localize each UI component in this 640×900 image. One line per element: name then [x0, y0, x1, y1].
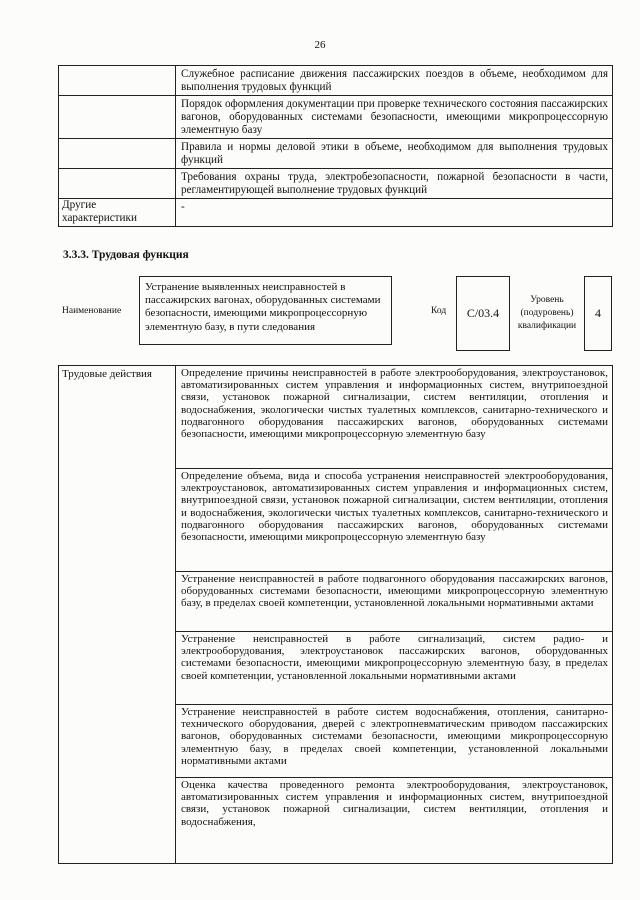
- knowledge-item: Правила и нормы деловой этики в объеме, необходимом для выполнения трудовых функций: [176, 139, 613, 169]
- labor-actions-label: Трудовые действия: [59, 366, 176, 864]
- section-title: 3.3.3. Трудовая функция: [63, 249, 189, 261]
- table-row: [59, 66, 613, 96]
- labor-action: Определение объема, вида и способа устранения неисправностей электрооборудования, электроустановок, автоматизированных систем управления и информационных систем, внутрипоездной связи, установок пожарной сигнализации, систем вентиляции, отопления и водоснабжения, экологически чистых туалетных комплексов, санитарно-технического и подвагонного оборудования пассажирских вагонов, оборудованных системами безопасности, имеющими микропроцессорную элементную базу: [176, 469, 613, 572]
- knowledge-table: [58, 65, 613, 227]
- labor-actions-table: [58, 365, 613, 864]
- code-label: Код: [431, 306, 447, 316]
- table-row: [59, 96, 613, 139]
- name-label: Наименование: [62, 306, 122, 316]
- qualification-level-value: 4: [584, 276, 612, 351]
- knowledge-item: Требования охраны труда, электробезопасности, пожарной безопасности в части, регламентирующей выполнение трудовых функций: [176, 169, 613, 199]
- page-number: 26: [314, 39, 326, 51]
- labor-action: Определение причины неисправностей в работе электрооборудования, электроустановок, автоматизированных систем управления и информационных систем, внутрипоездной связи, установок пожарной сигнализации, систем вентиляции, отопления и водоснабжения, экологически чистых туалетных комплексов, санитарно-технического и подвагонного оборудования пассажирских вагонов, оборудованных системами безопасности, имеющими микропроцессорную элементную базу: [176, 366, 613, 469]
- table-row: [59, 139, 613, 169]
- function-name: Устранение выявленных неисправностей в пассажирских вагонах, оборудованных системами безопасности, имеющими микропроцессорную элементную базу, в пути следования: [139, 276, 392, 345]
- qualification-level-label: Уровень (подуровень) квалификации: [517, 295, 577, 331]
- row-label: [59, 139, 176, 169]
- labor-action: Устранение неисправностей в работе сигнализаций, систем радио- и электрооборудования, электроустановок пассажирских вагонов, оборудованных системами безопасности, имеющими микропроцессорную элементную базу, в пределах своей компетенции, установленной локальными нормативными актами: [176, 632, 613, 705]
- knowledge-item: Порядок оформления документации при проверке технического состояния пассажирских вагонов, оборудованных системами безопасности, имеющими микропроцессорную элементную базу: [176, 96, 613, 139]
- row-label: [59, 169, 176, 199]
- code-value: C/03.4: [456, 276, 510, 351]
- other-characteristics-label: Другие характеристики: [59, 199, 176, 227]
- labor-action: Устранение неисправностей в работе подвагонного оборудования пассажирских вагонов, оборудованных системами безопасности, имеющими микропроцессорную элементную базу, в пределах своей компетенции, установленной локальными нормативными актами: [176, 572, 613, 632]
- table-row: [59, 199, 613, 227]
- labor-action: Оценка качества проведенного ремонта электрооборудования, электроустановок, автоматизированных систем управления и информационных систем, внутрипоездной связи, установок пожарной сигнализации, систем вентиляции, отопления и водоснабжения,: [176, 778, 613, 864]
- labor-action: Устранение неисправностей в работе систем водоснабжения, отопления, санитарно-технического оборудования, дверей с электропневматическим приводом пассажирских вагонов, оборудованных системами безопасности, имеющими микропроцессорную элементную базу, в пределах своей компетенции, установленной локальными нормативными актами: [176, 705, 613, 778]
- row-label: [59, 66, 176, 96]
- table-row: [59, 366, 613, 469]
- row-label: [59, 96, 176, 139]
- other-characteristics-value: -: [176, 199, 613, 227]
- table-row: [59, 169, 613, 199]
- knowledge-item: Служебное расписание движения пассажирских поездов в объеме, необходимом для выполнения трудовых функций: [176, 66, 613, 96]
